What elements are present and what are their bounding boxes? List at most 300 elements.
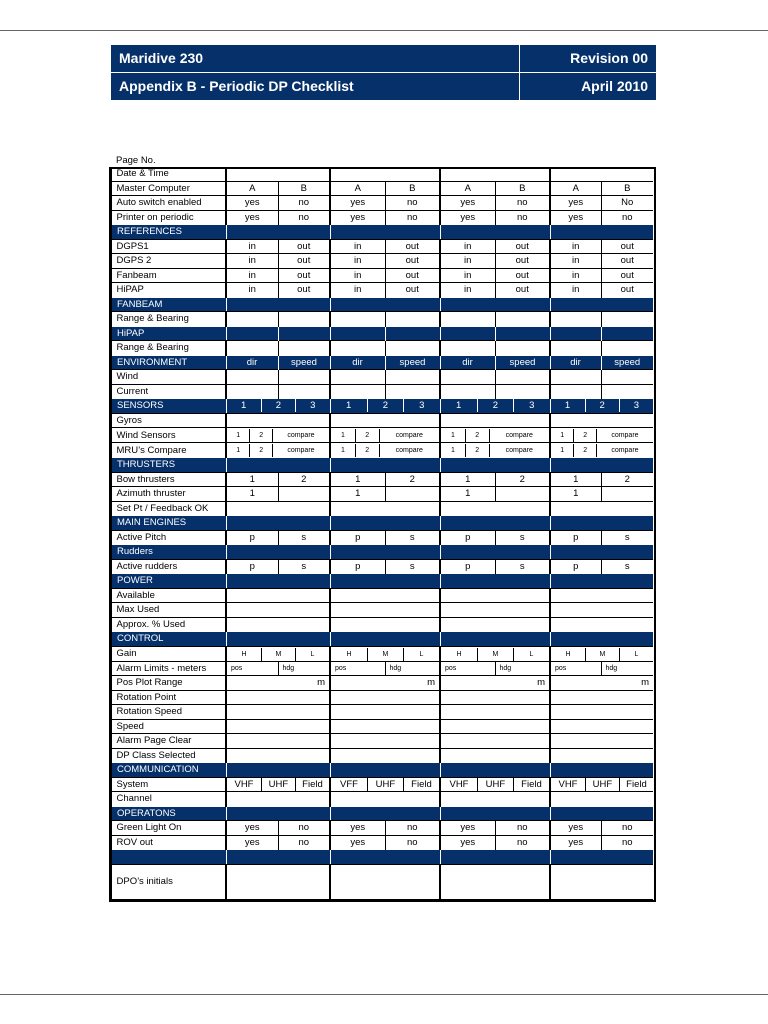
- check-cell: yes: [330, 821, 385, 836]
- check-cell: in: [330, 239, 385, 254]
- check-cell: [226, 792, 330, 807]
- table-row: [111, 734, 653, 749]
- row-label: System: [111, 777, 226, 792]
- row-label: Wind Sensors: [111, 428, 226, 443]
- check-cell: A: [550, 181, 601, 196]
- check-cell: [550, 428, 653, 443]
- table-row: [111, 617, 653, 632]
- check-cell: [226, 763, 330, 778]
- sub-cell: VHF: [449, 778, 469, 790]
- check-cell: no: [385, 196, 440, 211]
- check-cell: [226, 603, 330, 618]
- sub-cell: 2: [355, 429, 379, 442]
- sub-cell: 1: [450, 447, 455, 454]
- sub-cell: compare: [379, 444, 439, 457]
- sub-cell: Field: [619, 778, 653, 791]
- table-row: [111, 835, 653, 850]
- sub-cell: 2: [249, 429, 271, 442]
- sub-cell: 1: [340, 447, 345, 454]
- check-cell: yes: [440, 196, 495, 211]
- check-cell: A: [440, 181, 495, 196]
- check-cell: [226, 806, 330, 821]
- sub-cell: UHF: [261, 778, 295, 791]
- sub-cell: 2: [367, 399, 403, 412]
- row-label: Alarm Limits - meters: [111, 661, 226, 676]
- check-cell: [550, 792, 653, 807]
- sub-cell: Field: [403, 778, 439, 791]
- row-label: DGPS 2: [111, 254, 226, 269]
- revision: Revision 00: [570, 50, 648, 66]
- check-cell: [550, 690, 653, 705]
- check-cell: pos: [550, 661, 601, 676]
- check-cell: [330, 428, 440, 443]
- check-cell: p: [330, 530, 385, 545]
- check-cell: p: [226, 530, 278, 545]
- row-label: Range & Bearing: [111, 341, 226, 356]
- check-cell: [385, 326, 440, 341]
- check-cell: [550, 297, 653, 312]
- sub-cell: Field: [513, 778, 549, 791]
- check-cell: yes: [440, 835, 495, 850]
- check-cell: s: [601, 559, 653, 574]
- check-cell: in: [330, 254, 385, 269]
- check-cell: [330, 501, 440, 516]
- check-cell: 1: [330, 487, 385, 502]
- check-cell: [226, 617, 330, 632]
- section-header-row: [111, 225, 653, 240]
- check-cell: yes: [330, 835, 385, 850]
- check-cell: [601, 341, 653, 356]
- section-label: HiPAP: [111, 326, 226, 341]
- check-cell: [440, 443, 550, 458]
- check-cell: yes: [330, 196, 385, 211]
- check-cell: [226, 312, 278, 327]
- check-cell: [550, 574, 653, 589]
- check-cell: 1: [330, 472, 385, 487]
- check-cell: [226, 632, 330, 647]
- check-cell: [601, 487, 653, 502]
- section-label: POWER: [111, 574, 226, 589]
- check-cell: dir: [226, 355, 278, 370]
- check-cell: no: [385, 835, 440, 850]
- sub-cell: UHF: [367, 778, 403, 791]
- section-header-row: [111, 326, 653, 341]
- check-cell: 2: [601, 472, 653, 487]
- check-cell: no: [385, 210, 440, 225]
- check-cell: pos: [226, 661, 278, 676]
- check-cell: p: [550, 559, 601, 574]
- sub-cell: H: [346, 650, 352, 658]
- sub-cell: H: [565, 650, 571, 658]
- check-cell: A: [330, 181, 385, 196]
- check-cell: [330, 777, 440, 792]
- check-cell: [226, 777, 330, 792]
- check-cell: no: [601, 210, 653, 225]
- sub-cell: VHF: [558, 778, 578, 790]
- section-header-row: [111, 545, 653, 560]
- check-cell: [226, 341, 278, 356]
- check-cell: [385, 341, 440, 356]
- check-cell: [440, 734, 550, 749]
- table-row: [111, 487, 653, 502]
- row-label: Pos Plot Range: [111, 676, 226, 691]
- section-label: CONTROL: [111, 632, 226, 647]
- sub-cell: 1: [450, 432, 455, 439]
- check-cell: [550, 632, 653, 647]
- check-cell: [550, 646, 653, 661]
- check-cell: in: [550, 239, 601, 254]
- check-cell: 1: [226, 472, 278, 487]
- check-cell: in: [226, 239, 278, 254]
- check-cell: [495, 326, 550, 341]
- check-cell: p: [440, 530, 495, 545]
- section-header-row: [111, 458, 653, 473]
- check-cell: [440, 777, 550, 792]
- header-divider: [519, 73, 520, 100]
- check-cell: [278, 384, 330, 399]
- section-label: THRUSTERS: [111, 458, 226, 473]
- check-cell: no: [278, 821, 330, 836]
- check-cell: [440, 690, 550, 705]
- check-cell: out: [495, 268, 550, 283]
- sub-cell: 2: [573, 429, 595, 442]
- check-cell: [550, 617, 653, 632]
- range-cell: m: [226, 676, 330, 691]
- check-cell: [330, 734, 440, 749]
- check-cell: in: [226, 268, 278, 283]
- table-row: [111, 676, 653, 691]
- check-cell: [226, 850, 330, 865]
- table-row: [111, 167, 653, 181]
- check-cell: [550, 413, 653, 428]
- check-cell: 1: [550, 487, 601, 502]
- check-cell: [330, 341, 385, 356]
- check-cell: [330, 326, 385, 341]
- check-cell: out: [601, 254, 653, 269]
- check-cell: [495, 487, 550, 502]
- check-cell: [495, 312, 550, 327]
- range-cell: m: [550, 676, 653, 691]
- check-cell: [226, 545, 330, 560]
- section-label: COMMUNICATION: [111, 763, 226, 778]
- check-cell: [226, 501, 330, 516]
- sub-cell: VHF: [234, 778, 254, 790]
- check-cell: [440, 458, 550, 473]
- check-cell: [330, 632, 440, 647]
- row-label: Fanbeam: [111, 268, 226, 283]
- check-cell: yes: [226, 196, 278, 211]
- check-cell: [330, 574, 440, 589]
- section-header-row: [111, 806, 653, 821]
- check-cell: [330, 297, 440, 312]
- check-cell: [226, 297, 330, 312]
- sub-cell: 2: [249, 444, 271, 457]
- table-row: [111, 821, 653, 836]
- row-label: Wind: [111, 370, 226, 385]
- check-cell: [550, 545, 653, 560]
- table-row: [111, 472, 653, 487]
- check-cell: [440, 806, 550, 821]
- sub-cell: compare: [489, 429, 549, 442]
- check-cell: [495, 384, 550, 399]
- check-cell: out: [385, 268, 440, 283]
- check-cell: [495, 370, 550, 385]
- check-cell: [226, 326, 278, 341]
- check-cell: pos: [330, 661, 385, 676]
- check-cell: hdg: [278, 661, 330, 676]
- check-cell: [226, 574, 330, 589]
- check-cell: [440, 545, 550, 560]
- table-row: [111, 661, 653, 676]
- check-cell: 1: [440, 487, 495, 502]
- sub-cell: 1: [560, 447, 565, 454]
- table-row: [111, 559, 653, 574]
- row-label: Range & Bearing: [111, 312, 226, 327]
- section-label: FANBEAM: [111, 297, 226, 312]
- top-rule: [0, 30, 768, 31]
- check-cell: [278, 341, 330, 356]
- check-cell: 1: [550, 472, 601, 487]
- check-cell: hdg: [385, 661, 440, 676]
- check-cell: [226, 443, 330, 458]
- section-label: SENSORS: [111, 399, 226, 414]
- sub-cell: 2: [355, 444, 379, 457]
- sub-cell: 3: [403, 399, 439, 412]
- table-row: [111, 864, 653, 900]
- check-cell: [550, 806, 653, 821]
- check-cell: [330, 763, 440, 778]
- sub-cell: 3: [513, 399, 549, 412]
- sub-cell: 3: [295, 399, 329, 412]
- check-cell: in: [330, 268, 385, 283]
- check-cell: yes: [440, 821, 495, 836]
- check-cell: yes: [550, 210, 601, 225]
- table-row: [111, 748, 653, 763]
- check-cell: [330, 545, 440, 560]
- check-cell: [440, 574, 550, 589]
- row-label: Alarm Page Clear: [111, 734, 226, 749]
- row-label: Max Used: [111, 603, 226, 618]
- check-cell: [440, 341, 495, 356]
- check-cell: [330, 225, 440, 240]
- check-cell: no: [278, 196, 330, 211]
- check-cell: [550, 399, 653, 414]
- check-cell: dir: [440, 355, 495, 370]
- check-cell: out: [601, 283, 653, 298]
- check-cell: [550, 312, 601, 327]
- section-header-row: [111, 355, 653, 370]
- row-label: Channel: [111, 792, 226, 807]
- check-cell: [440, 864, 550, 900]
- check-cell: yes: [330, 210, 385, 225]
- check-cell: no: [495, 196, 550, 211]
- check-cell: out: [385, 239, 440, 254]
- check-cell: [330, 617, 440, 632]
- row-label: DPO’s initials: [111, 864, 226, 900]
- check-cell: p: [440, 559, 495, 574]
- sub-cell: 2: [477, 399, 513, 412]
- table-row: [111, 341, 653, 356]
- check-cell: [330, 864, 440, 900]
- table-row: [111, 792, 653, 807]
- check-cell: [278, 487, 330, 502]
- table-row: [111, 239, 653, 254]
- table-row: [111, 384, 653, 399]
- bottom-rule: [0, 994, 768, 995]
- check-cell: [440, 617, 550, 632]
- check-cell: [550, 850, 653, 865]
- sub-cell: compare: [272, 444, 329, 457]
- check-cell: [330, 399, 440, 414]
- sub-cell: VFF: [340, 778, 358, 790]
- check-cell: speed: [495, 355, 550, 370]
- sub-cell: compare: [379, 429, 439, 442]
- check-cell: out: [495, 254, 550, 269]
- check-cell: [226, 428, 330, 443]
- check-cell: [440, 516, 550, 531]
- check-cell: yes: [550, 821, 601, 836]
- check-cell: [601, 326, 653, 341]
- row-label: Green Light On: [111, 821, 226, 836]
- check-cell: [226, 384, 278, 399]
- sub-cell: H: [241, 650, 247, 658]
- check-cell: in: [226, 283, 278, 298]
- check-cell: [440, 297, 550, 312]
- check-cell: s: [385, 530, 440, 545]
- check-cell: [278, 326, 330, 341]
- section-label: MAIN ENGINES: [111, 516, 226, 531]
- check-cell: no: [495, 210, 550, 225]
- check-cell: [440, 370, 495, 385]
- check-cell: [440, 588, 550, 603]
- range-cell: m: [330, 676, 440, 691]
- section-label: OPERATONS: [111, 806, 226, 821]
- sub-cell: 1: [236, 432, 241, 439]
- table-row: [111, 777, 653, 792]
- check-cell: [440, 501, 550, 516]
- check-cell: out: [278, 239, 330, 254]
- sub-cell: 2: [465, 444, 489, 457]
- check-cell: s: [495, 530, 550, 545]
- check-cell: [550, 326, 601, 341]
- check-cell: A: [226, 181, 278, 196]
- check-cell: [550, 864, 653, 900]
- page-title: Appendix B - Periodic DP Checklist: [119, 78, 354, 94]
- check-cell: B: [495, 181, 550, 196]
- check-cell: yes: [226, 821, 278, 836]
- check-cell: [550, 719, 653, 734]
- check-cell: [440, 384, 495, 399]
- check-cell: [226, 399, 330, 414]
- check-cell: [550, 384, 601, 399]
- sub-cell: UHF: [585, 778, 619, 791]
- check-cell: [330, 458, 440, 473]
- table-row: [111, 443, 653, 458]
- sub-cell: compare: [596, 444, 653, 457]
- check-cell: [330, 443, 440, 458]
- row-label: Gyros: [111, 413, 226, 428]
- check-cell: [330, 167, 440, 181]
- check-cell: [330, 384, 385, 399]
- check-cell: out: [601, 268, 653, 283]
- check-cell: [226, 370, 278, 385]
- check-cell: yes: [226, 835, 278, 850]
- check-cell: [601, 312, 653, 327]
- section-header-row: [111, 632, 653, 647]
- check-cell: [385, 487, 440, 502]
- check-cell: [550, 734, 653, 749]
- sub-cell: 1: [560, 432, 565, 439]
- table-row: [111, 690, 653, 705]
- check-cell: s: [278, 530, 330, 545]
- document-date: April 2010: [581, 78, 648, 94]
- check-cell: B: [278, 181, 330, 196]
- table-row: [111, 413, 653, 428]
- check-cell: [330, 516, 440, 531]
- check-cell: [226, 516, 330, 531]
- section-header-row: [111, 297, 653, 312]
- row-label: Set Pt / Feedback OK: [111, 501, 226, 516]
- check-cell: No: [601, 196, 653, 211]
- check-cell: [226, 167, 330, 181]
- sub-cell: UHF: [477, 778, 513, 791]
- sub-cell: M: [367, 648, 403, 661]
- check-cell: [226, 705, 330, 720]
- check-cell: [226, 225, 330, 240]
- check-cell: dir: [550, 355, 601, 370]
- check-cell: [440, 646, 550, 661]
- row-label: Rotation Speed: [111, 705, 226, 720]
- check-cell: [440, 167, 550, 181]
- check-cell: in: [330, 283, 385, 298]
- row-label: Active Pitch: [111, 530, 226, 545]
- check-cell: [330, 370, 385, 385]
- check-cell: [440, 792, 550, 807]
- section-label: ENVIRONMENT: [111, 355, 226, 370]
- check-cell: [226, 588, 330, 603]
- check-cell: [330, 705, 440, 720]
- check-cell: [226, 690, 330, 705]
- check-cell: [550, 370, 601, 385]
- check-cell: 1: [440, 472, 495, 487]
- section-header-row: [111, 516, 653, 531]
- check-cell: [550, 588, 653, 603]
- table-row: [111, 501, 653, 516]
- row-label: Date & Time: [111, 167, 226, 181]
- check-cell: p: [226, 559, 278, 574]
- check-cell: in: [550, 283, 601, 298]
- header-divider: [519, 45, 520, 72]
- check-cell: out: [601, 239, 653, 254]
- check-cell: out: [278, 283, 330, 298]
- check-cell: in: [440, 239, 495, 254]
- check-cell: out: [278, 268, 330, 283]
- check-cell: [550, 225, 653, 240]
- table-row: [111, 312, 653, 327]
- check-cell: [440, 428, 550, 443]
- row-label: Active rudders: [111, 559, 226, 574]
- check-cell: s: [385, 559, 440, 574]
- page-no-label: Page No.: [116, 155, 156, 166]
- check-cell: [550, 516, 653, 531]
- row-label: Auto switch enabled: [111, 196, 226, 211]
- check-cell: [226, 413, 330, 428]
- check-cell: [440, 413, 550, 428]
- row-label: Speed: [111, 719, 226, 734]
- check-cell: pos: [440, 661, 495, 676]
- check-cell: [330, 748, 440, 763]
- check-cell: [601, 384, 653, 399]
